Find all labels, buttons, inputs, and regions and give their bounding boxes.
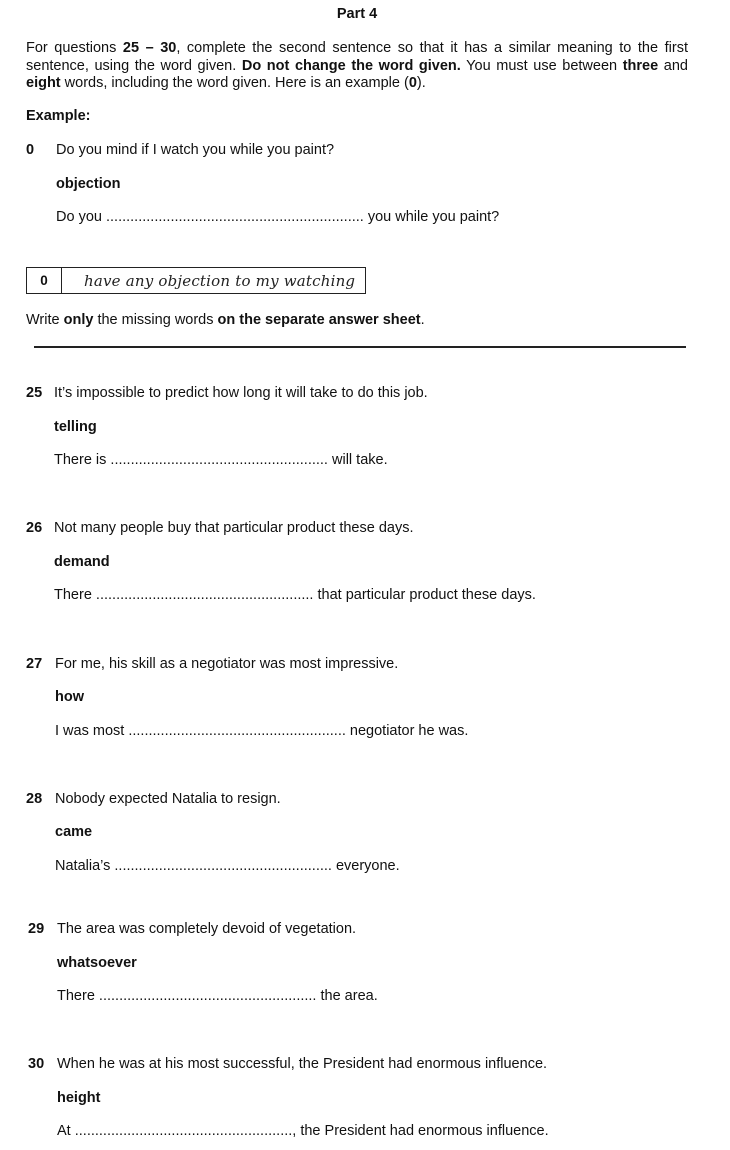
question-keyword: demand [54,554,110,570]
question-transformation [57,988,378,1004]
sentence-start: I was most [55,723,125,739]
intro-text: words, including the word given. Here is an example ( [60,75,409,91]
instruction-text: Write [26,312,64,328]
sentence-start: Do you [56,209,102,225]
instruction-text: . [420,312,425,328]
sentence-end: you while you paint? [367,209,500,225]
sentence-start: There [57,988,95,1004]
answer-gap: ...................................................... [110,452,328,468]
example-heading: Example: [26,108,91,124]
answer-gap: ...................................................... [95,587,314,603]
intro-text: You must use between [460,57,623,74]
page-title: Part 4 [336,6,378,22]
example-sentence: Do you mind if I watch you while you paint? [56,142,335,158]
question-keyword: came [55,824,93,840]
instruction-emphasis: only [63,312,94,328]
sentence-start: There is [54,452,107,468]
answer-gap: ...................................................... [114,858,332,874]
question-transformation [55,723,468,739]
answer-gap: ...................................................... [98,988,317,1004]
sentence-start: There [54,587,92,603]
answer-sheet-instruction [26,312,425,328]
sentence-end: will take. [332,452,388,468]
intro-text: ). [416,75,426,91]
example-number: 0 [26,142,35,158]
intro-question-range: 25 – 30 [122,40,177,56]
intro-emphasis: three [622,57,659,74]
example-transformation [56,209,499,225]
sentence-start: Natalia’s [55,858,111,874]
example-answer-box [26,267,366,294]
question-sentence: It’s impossible to predict how long it will take to do this job. [54,385,428,401]
question-sentence: When he was at his most successful, the President had enormous influence. [57,1056,548,1072]
answer-gap: ...................................................... [74,1123,293,1139]
question-number: 25 [26,385,43,401]
question-keyword: telling [54,419,97,435]
intro-text: For questions [26,40,123,56]
sentence-start: At [57,1123,71,1139]
sentence-end: negotiator he was. [349,723,469,739]
answer-gap: ...................................................... [128,723,346,739]
question-sentence: Nobody expected Natalia to resign. [55,791,281,807]
instruction-emphasis: on the separate answer sheet [217,312,421,328]
intro-emphasis: eight [26,75,61,91]
example-keyword: objection [56,176,121,192]
question-sentence: For me, his skill as a negotiator was most impressive. [55,656,399,672]
question-keyword: whatsoever [57,955,137,971]
question-number: 30 [28,1056,45,1072]
question-transformation [55,858,400,874]
sentence-end: that particular product these days. [317,587,536,603]
question-transformation [57,1123,549,1139]
question-number: 26 [26,520,43,536]
instructions-paragraph [26,40,688,93]
section-divider [34,346,686,348]
question-transformation [54,587,536,603]
intro-text: , complete the second sentence so that it has a similar meaning to the first sentence, using the word given. [26,40,688,74]
sentence-end: , the President had enormous influence. [292,1123,549,1139]
example-answer-number: 0 [27,268,62,293]
intro-text: and [658,57,688,74]
intro-emphasis: Do not change the word given. [241,57,461,74]
example-answer-text: have any objection to my watching [84,271,356,290]
question-transformation [54,452,388,468]
intro-emphasis: 0 [408,75,417,91]
question-sentence: Not many people buy that particular product these days. [54,520,414,536]
answer-gap: ................................................................ [105,209,364,225]
question-sentence: The area was completely devoid of vegetation. [57,921,357,937]
sentence-end: the area. [320,988,378,1004]
sentence-end: everyone. [335,858,400,874]
instruction-text: the missing words [93,312,218,328]
question-number: 29 [28,921,45,937]
question-keyword: how [55,689,84,705]
question-number: 28 [26,791,43,807]
question-keyword: height [57,1090,101,1106]
question-number: 27 [26,656,43,672]
